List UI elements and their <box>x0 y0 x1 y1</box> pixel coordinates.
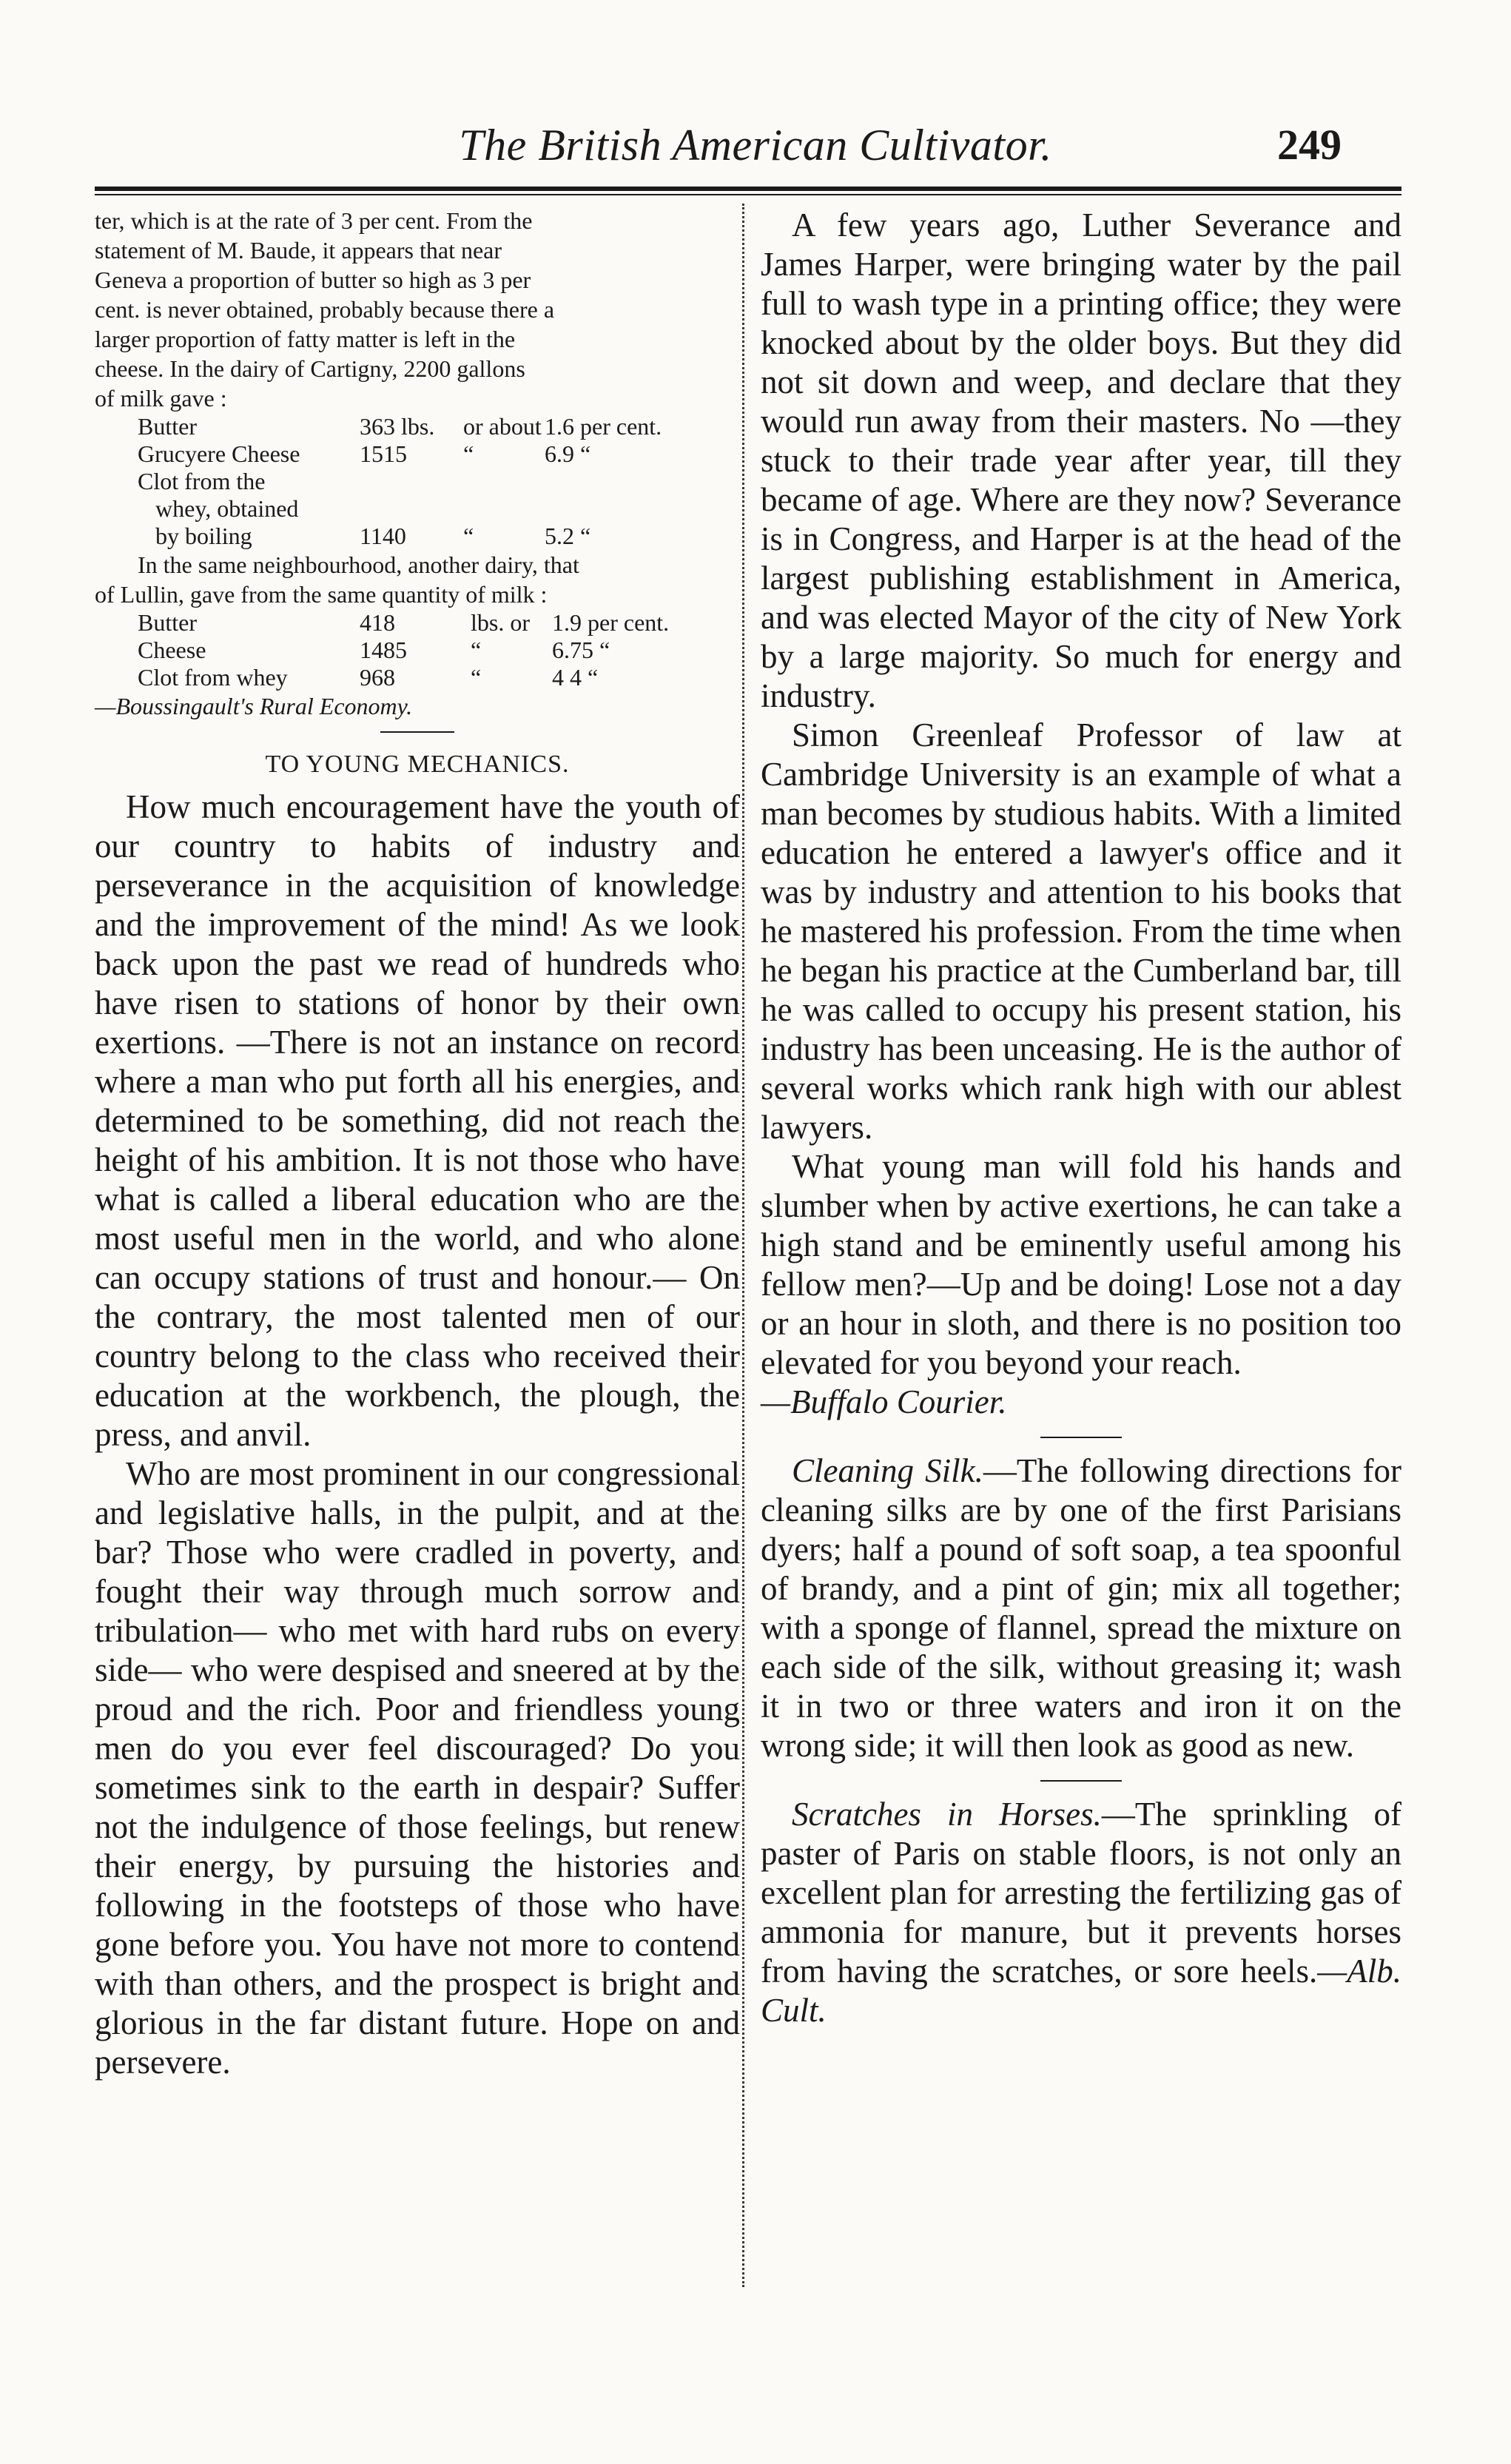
table-cell-qty: 1485 <box>360 637 407 663</box>
table-row <box>138 413 740 440</box>
table-row <box>138 495 740 523</box>
article-paragraph: Who are most prominent in our congressional and legislative halls, in the pulpit, and at the bar? Those who were cradled in poverty, and fought their way through much sorrow and tribulation— who met with hard rubs on every side— who were despised and sneered at by the proud and the rich. Poor and friendless young men do you ever feel discouraged? Do you sometimes sink to the earth in despair? Suffer not the indulgence of those feelings, but renew their energy, by pursuing the histories and following in the footsteps of those who have gone before you. You have not more to contend with than others, and the prospect is bright and glorious in the far distant future. Hope on and persevere. <box>95 1455 740 2081</box>
table-cell-or: or about <box>463 413 542 440</box>
table-row <box>138 609 740 637</box>
left-column <box>95 206 740 2082</box>
dairy-intro <box>95 206 740 413</box>
table-cell-item: by boiling <box>155 523 252 549</box>
running-header-title: The British American Cultivator. <box>459 121 1052 169</box>
note-title: Scratches in Horses. <box>792 1796 1102 1833</box>
table-cell-qty: 1140 <box>360 523 406 549</box>
article-paragraph: What young man will fold his hands and slumber when by active exertions, he can take a high stand and be eminently useful among his fellow men?—Up and be doing! Lose not a day or an hour in sloth, and there is no position too elevated for you beyond your reach. <box>761 1148 1401 1381</box>
note-text: —The sprinkling of paster of Paris on stable floors, is not only an excellent plan for arresting the fertilizing gas of ammonia for manure, but it prevents horses from having the scratches, or sore heels. <box>761 1796 1401 1990</box>
table-cell-or: lbs. or <box>471 609 530 636</box>
text-line: ter, which is at the rate of 3 per cent. From the <box>95 207 533 234</box>
table-cell-item: whey, obtained <box>155 495 299 522</box>
table-cell-item: Clot from the <box>138 468 266 494</box>
article-heading: TO YOUNG MECHANICS. <box>265 751 570 778</box>
column-divider <box>742 204 744 2287</box>
table-cell-qty: 363 lbs. <box>360 413 435 440</box>
lullin-yield-table <box>138 609 740 691</box>
section-separator <box>380 731 454 733</box>
text-line: larger proportion of fatty matter is left in the <box>95 326 516 352</box>
text-line: cheese. In the dairy of Cartigny, 2200 gallons <box>95 355 525 382</box>
table-row <box>138 440 740 468</box>
note-text: —The following directions for cleaning silks are by one of the first Parisians dyers; half a pound of soft soap, a tea spoonful of brandy, and a pint of gin; mix all together; with a sponge of flannel, spread the mixture on each side of the silk, without greasing it; wash it in two or three waters and iron it on the wrong side; it will then look as good as new. <box>761 1452 1401 1764</box>
right-column <box>761 206 1401 2030</box>
source-citation: —Buffalo Courier. <box>761 1383 1007 1420</box>
table-row <box>138 664 740 691</box>
source-citation: —Alb. Cult. <box>761 1953 1401 2029</box>
page-number: 249 <box>1277 121 1342 169</box>
table-cell-item: Butter <box>138 413 197 440</box>
table-row <box>138 637 740 664</box>
table-cell-qty: 968 <box>360 664 395 691</box>
table-cell-pct: 4 4 “ <box>552 664 599 691</box>
note-title: Cleaning Silk. <box>792 1452 983 1489</box>
table-cell-pct: 6.75 “ <box>552 637 610 663</box>
text-line: Geneva a proportion of butter so high as 3 per <box>95 266 531 293</box>
table-row <box>138 523 740 550</box>
text-line: statement of M. Baude, it appears that near <box>95 237 502 263</box>
cartigny-yield-table <box>138 413 740 550</box>
table-cell-pct: 1.6 per cent. <box>545 413 662 440</box>
table-cell-or: “ <box>471 637 482 663</box>
table-cell-qty: 418 <box>360 609 395 636</box>
dairy-lullin-intro <box>95 550 740 609</box>
text-line: In the same neighbourhood, another dairy, that <box>138 551 579 578</box>
text-line: of Lullin, gave from the same quantity of milk : <box>95 581 548 608</box>
table-cell-or: “ <box>463 440 474 467</box>
article-paragraph: A few years ago, Luther Severance and James Harper, were bringing water by the pail full to wash type in a printing office; they were knocked about by the older boys. But they did not sit down and weep, and declare that they would run away from their masters. No —they stuck to their trade year after year, till they became of age. Where are they now? Severance is in Congress, and Harper is at the head of the largest publishing establishment in America, and was elected Mayor of the city of New York by a large majority. So much for energy and industry. <box>761 207 1401 714</box>
section-separator <box>1040 1780 1122 1782</box>
table-cell-pct: 1.9 per cent. <box>552 609 670 636</box>
table-cell-pct: 5.2 “ <box>545 523 591 549</box>
table-cell-or: “ <box>471 664 482 691</box>
article-paragraph: How much encouragement have the youth of our country to habits of industry and perseverance in the acquisition of knowledge and the improvement of the mind! As we look back upon the past we read of hundreds who have risen to stations of honor by their own exertions. —There is not an instance on record where a man who put forth all his energies, and determined to be something, did not reach the height of his ambition. It is not those who have what is called a liberal education who are the most useful men in the world, and who alone can occupy stations of trust and honour.— On the contrary, the most talented men of our country belong to the class who received their education at the workbench, the plough, the press, and anvil. <box>95 788 740 1453</box>
horse-scratches-note <box>761 1795 1401 2030</box>
table-cell-item: Butter <box>138 609 197 636</box>
table-cell-item: Grucyere Cheese <box>138 440 300 467</box>
table-cell-pct: 6.9 “ <box>545 440 591 467</box>
table-cell-or: “ <box>463 523 474 549</box>
text-line: cent. is never obtained, probably because there a <box>95 296 555 323</box>
table-cell-qty: 1515 <box>360 440 407 467</box>
table-cell-item: Clot from whey <box>138 664 288 691</box>
silk-cleaning-note <box>761 1451 1401 1765</box>
table-cell-item: Cheese <box>138 637 206 663</box>
table-row <box>138 468 740 495</box>
section-separator <box>1040 1437 1122 1438</box>
text-line: of milk gave : <box>95 385 227 412</box>
header-rule-thin <box>95 194 1401 195</box>
source-citation: —Boussingault's Rural Economy. <box>95 693 413 719</box>
article-paragraph: Simon Greenleaf Professor of law at Cambridge University is an example of what a man becomes by studious habits. With a limited education he entered a lawyer's office and it was by industry and attention to his books that he mastered his profession. From the time when he began his practice at the Cumberland bar, till he was called to occupy his present station, his industry has been unceasing. He is the author of several works which rank high with our ablest lawyers. <box>761 716 1401 1146</box>
header-rule <box>95 187 1401 191</box>
